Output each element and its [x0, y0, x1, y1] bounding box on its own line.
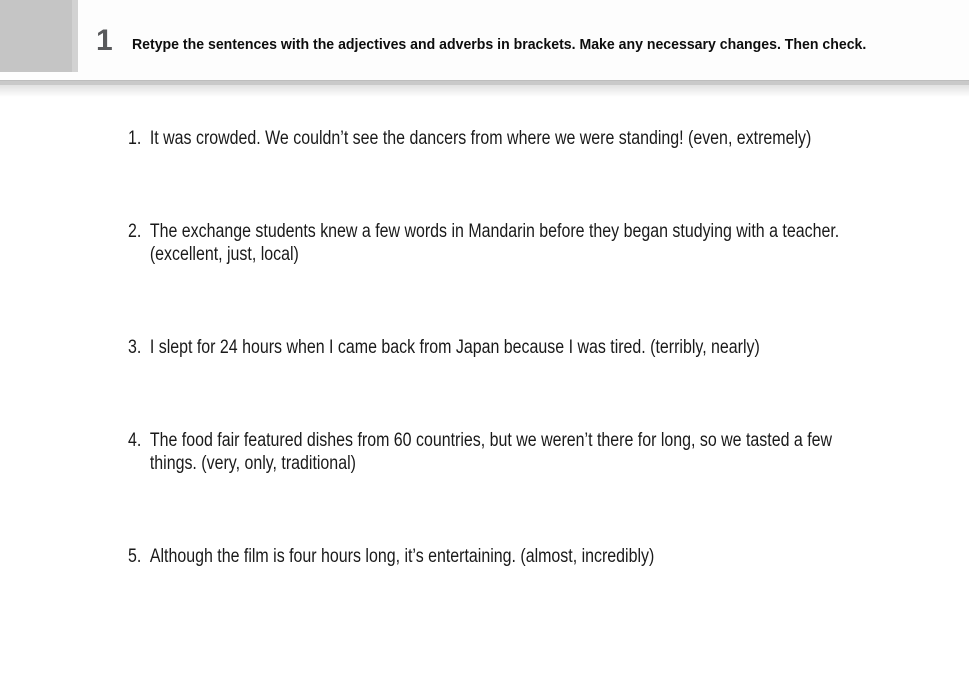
sentence-line: The exchange students knew a few words in Mandarin before they began studying with a teacher. — [149, 221, 840, 242]
sentence-number: 5. — [128, 546, 142, 567]
worksheet-body — [0, 97, 969, 568]
sentence-line: It was crowded. We couldn’t see the dancers from where we were standing! (even, extremely) — [149, 128, 812, 149]
sentence-text — [150, 336, 760, 359]
sentence-item — [128, 545, 834, 568]
corner-tab — [0, 0, 78, 72]
exercise-header — [0, 0, 969, 80]
sentence-number: 3. — [128, 337, 142, 358]
sentence-item — [128, 336, 834, 359]
header-divider-shadow — [0, 85, 969, 97]
exercise-number: 1 — [96, 24, 113, 57]
sentence-list — [128, 127, 969, 568]
sentence-line: Although the film is four hours long, it’s entertaining. (almost, incredibly) — [149, 546, 655, 567]
sentence-line: (excellent, just, local) — [149, 244, 299, 265]
sentence-line: I slept for 24 hours when I came back from Japan because I was tired. (terribly, nearly) — [149, 337, 760, 358]
sentence-line: things. (very, only, traditional) — [149, 453, 356, 474]
sentence-item — [128, 127, 834, 150]
sentence-item — [128, 429, 834, 475]
sentence-number: 2. — [128, 221, 142, 242]
sentence-text — [150, 220, 839, 266]
sentence-text — [150, 545, 654, 568]
exercise-instruction: Retype the sentences with the adjectives and adverbs in brackets. Make any necessary changes. Then check. — [132, 36, 867, 53]
sentence-line: The food fair featured dishes from 60 countries, but we weren’t there for long, so we tasted a few — [149, 430, 833, 451]
sentence-item — [128, 220, 840, 266]
sentence-number: 1. — [128, 128, 142, 149]
sentence-text — [150, 429, 832, 475]
sentence-number: 4. — [128, 430, 142, 451]
sentence-text — [150, 127, 811, 150]
